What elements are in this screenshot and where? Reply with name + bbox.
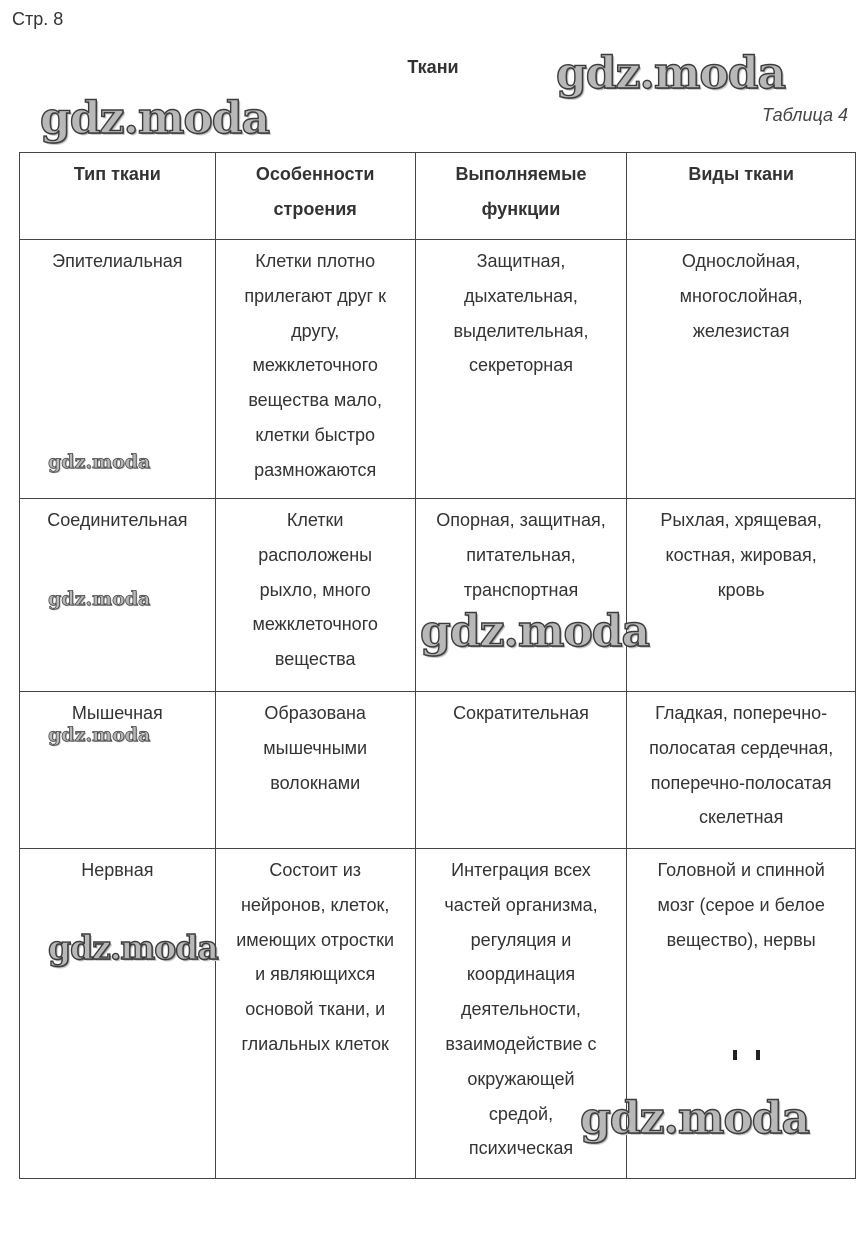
- watermark-logo: gdz.moda: [48, 724, 151, 746]
- table-caption: Таблица 4: [761, 105, 848, 125]
- watermark-logo: gdz.moda: [48, 928, 218, 967]
- table-cell: Однослойная, многослойная, железистая: [627, 240, 856, 499]
- stray-marks: [733, 1050, 763, 1062]
- header-cell: Особенности строения: [215, 153, 415, 240]
- watermark-logo: gdz.moda: [580, 1093, 810, 1144]
- document-title: Ткани: [407, 57, 459, 77]
- header-cell: Выполняемые функции: [415, 153, 627, 240]
- table-cell: Мышечная: [20, 692, 216, 849]
- table-cell: Сократительная: [415, 692, 627, 849]
- table-cell: Клетки расположены рыхло, много межклеточного вещества: [215, 499, 415, 692]
- table-cell: Состоит из нейронов, клеток, имеющих отростки и являющихся основой ткани, и глиальных клеток: [215, 849, 415, 1179]
- table-cell: Рыхлая, хрящевая, костная, жировая, кровь: [627, 499, 856, 692]
- table-cell: Клетки плотно прилегают друг к другу, межклеточного вещества мало, клетки быстро размножаются: [215, 240, 415, 499]
- table-header-row: [20, 153, 856, 240]
- table-cell: Защитная, дыхательная, выделительная, секреторная: [415, 240, 627, 499]
- table-cell: Интеграция всех частей организма, регуляция и координация деятельности, взаимодействие с окружающей средой, психическая: [415, 849, 627, 1179]
- table-cell: Эпителиальная: [20, 240, 216, 499]
- header-cell: Виды ткани: [627, 153, 856, 240]
- table-cell: Соединительная: [20, 499, 216, 692]
- table-cell: Гладкая, поперечно- полосатая сердечная, поперечно-полосатая скелетная: [627, 692, 856, 849]
- table-cell: Образована мышечными волокнами: [215, 692, 415, 849]
- watermark-logo: gdz.moda: [48, 451, 151, 473]
- table-cell: Головной и спинной мозг (серое и белое вещество), нервы: [627, 849, 856, 1179]
- header-cell: Тип ткани: [20, 153, 216, 240]
- page-number: Стр. 8: [12, 9, 64, 29]
- watermark-logo: gdz.moda: [420, 606, 650, 657]
- table-row: [20, 692, 856, 849]
- watermark-logo: gdz.moda: [40, 93, 270, 144]
- tissues-table: [19, 152, 856, 1179]
- watermark-logo: gdz.moda: [48, 588, 151, 610]
- watermark-logo: gdz.moda: [556, 48, 786, 99]
- table-cell: Опорная, защитная, питательная, транспортная: [415, 499, 627, 692]
- table-cell: Нервная: [20, 849, 216, 1179]
